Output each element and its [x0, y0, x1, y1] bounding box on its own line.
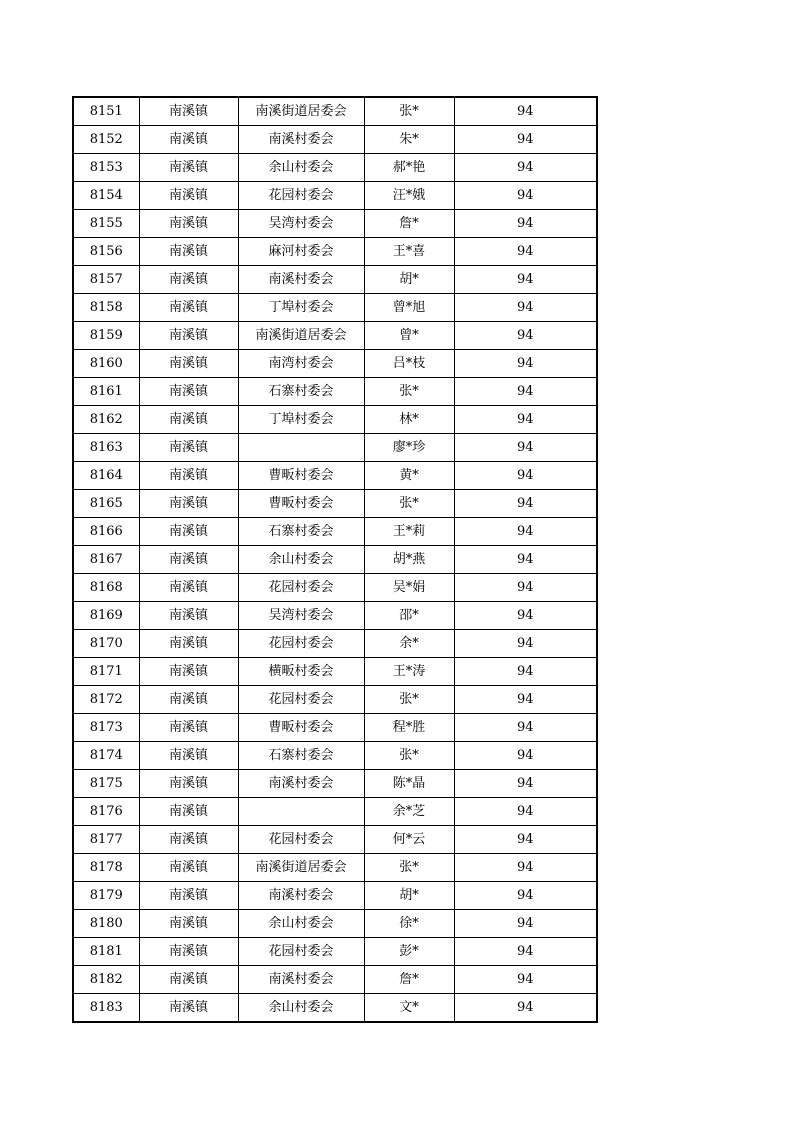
score-cell: 94 — [454, 770, 597, 798]
person-name-cell: 曾* — [364, 322, 454, 350]
serial-number-cell: 8175 — [73, 770, 139, 798]
serial-number-cell: 8182 — [73, 966, 139, 994]
score-cell: 94 — [454, 182, 597, 210]
score-cell: 94 — [454, 462, 597, 490]
village-committee-cell: 南溪街道居委会 — [238, 97, 364, 126]
person-name-cell: 吴*娟 — [364, 574, 454, 602]
score-cell: 94 — [454, 966, 597, 994]
serial-number-cell: 8152 — [73, 126, 139, 154]
score-cell: 94 — [454, 994, 597, 1023]
town-cell: 南溪镇 — [139, 882, 238, 910]
person-name-cell: 汪*娥 — [364, 182, 454, 210]
serial-number-cell: 8176 — [73, 798, 139, 826]
score-cell: 94 — [454, 882, 597, 910]
person-name-cell: 邵* — [364, 602, 454, 630]
village-committee-cell: 余山村委会 — [238, 546, 364, 574]
town-cell: 南溪镇 — [139, 490, 238, 518]
score-cell: 94 — [454, 322, 597, 350]
table-row — [73, 210, 597, 238]
town-cell: 南溪镇 — [139, 266, 238, 294]
village-committee-cell: 南溪村委会 — [238, 126, 364, 154]
serial-number-cell: 8170 — [73, 630, 139, 658]
score-cell: 94 — [454, 714, 597, 742]
person-name-cell: 胡*燕 — [364, 546, 454, 574]
score-cell: 94 — [454, 350, 597, 378]
town-cell: 南溪镇 — [139, 546, 238, 574]
table-row — [73, 462, 597, 490]
town-cell: 南溪镇 — [139, 518, 238, 546]
score-cell: 94 — [454, 154, 597, 182]
score-cell: 94 — [454, 378, 597, 406]
score-cell: 94 — [454, 210, 597, 238]
table-row — [73, 574, 597, 602]
village-committee-cell: 花园村委会 — [238, 686, 364, 714]
village-committee-cell: 南溪村委会 — [238, 770, 364, 798]
village-committee-cell: 花园村委会 — [238, 630, 364, 658]
score-cell: 94 — [454, 826, 597, 854]
village-committee-cell: 石寨村委会 — [238, 742, 364, 770]
person-name-cell: 彭* — [364, 938, 454, 966]
table-row — [73, 154, 597, 182]
person-name-cell: 王*喜 — [364, 238, 454, 266]
serial-number-cell: 8169 — [73, 602, 139, 630]
person-name-cell: 胡* — [364, 882, 454, 910]
score-cell: 94 — [454, 602, 597, 630]
score-cell: 94 — [454, 97, 597, 126]
person-name-cell: 张* — [364, 742, 454, 770]
score-cell: 94 — [454, 434, 597, 462]
village-committee-cell: 麻河村委会 — [238, 238, 364, 266]
town-cell: 南溪镇 — [139, 574, 238, 602]
table-row — [73, 826, 597, 854]
town-cell: 南溪镇 — [139, 350, 238, 378]
serial-number-cell: 8165 — [73, 490, 139, 518]
village-committee-cell: 南溪村委会 — [238, 266, 364, 294]
town-cell: 南溪镇 — [139, 686, 238, 714]
serial-number-cell: 8163 — [73, 434, 139, 462]
serial-number-cell: 8171 — [73, 658, 139, 686]
score-cell: 94 — [454, 406, 597, 434]
table-row — [73, 798, 597, 826]
table-row — [73, 910, 597, 938]
town-cell: 南溪镇 — [139, 714, 238, 742]
serial-number-cell: 8174 — [73, 742, 139, 770]
score-cell: 94 — [454, 266, 597, 294]
village-committee-cell: 曹畈村委会 — [238, 714, 364, 742]
table-row — [73, 658, 597, 686]
town-cell: 南溪镇 — [139, 434, 238, 462]
town-cell: 南溪镇 — [139, 630, 238, 658]
village-committee-cell — [238, 798, 364, 826]
town-cell: 南溪镇 — [139, 770, 238, 798]
serial-number-cell: 8179 — [73, 882, 139, 910]
person-name-cell: 王*涛 — [364, 658, 454, 686]
serial-number-cell: 8167 — [73, 546, 139, 574]
village-committee-cell: 曹畈村委会 — [238, 462, 364, 490]
village-committee-cell: 南溪街道居委会 — [238, 322, 364, 350]
score-cell: 94 — [454, 294, 597, 322]
town-cell: 南溪镇 — [139, 210, 238, 238]
table-row — [73, 714, 597, 742]
town-cell: 南溪镇 — [139, 97, 238, 126]
person-name-cell: 詹* — [364, 966, 454, 994]
table-row — [73, 854, 597, 882]
table-row — [73, 294, 597, 322]
town-cell: 南溪镇 — [139, 658, 238, 686]
town-cell: 南溪镇 — [139, 126, 238, 154]
town-cell: 南溪镇 — [139, 910, 238, 938]
town-cell: 南溪镇 — [139, 238, 238, 266]
person-name-cell: 文* — [364, 994, 454, 1023]
serial-number-cell: 8168 — [73, 574, 139, 602]
village-committee-cell: 南湾村委会 — [238, 350, 364, 378]
table-row — [73, 938, 597, 966]
village-committee-cell: 南溪街道居委会 — [238, 854, 364, 882]
table-row — [73, 966, 597, 994]
town-cell: 南溪镇 — [139, 938, 238, 966]
serial-number-cell: 8178 — [73, 854, 139, 882]
table-row — [73, 378, 597, 406]
town-cell: 南溪镇 — [139, 798, 238, 826]
serial-number-cell: 8183 — [73, 994, 139, 1023]
town-cell: 南溪镇 — [139, 294, 238, 322]
table-row — [73, 350, 597, 378]
village-committee-cell: 余山村委会 — [238, 154, 364, 182]
person-name-cell: 程*胜 — [364, 714, 454, 742]
serial-number-cell: 8162 — [73, 406, 139, 434]
score-cell: 94 — [454, 126, 597, 154]
table-row — [73, 434, 597, 462]
town-cell: 南溪镇 — [139, 826, 238, 854]
score-cell: 94 — [454, 686, 597, 714]
roster-table — [72, 96, 598, 1023]
table-row — [73, 406, 597, 434]
table-row — [73, 686, 597, 714]
person-name-cell: 曾*旭 — [364, 294, 454, 322]
serial-number-cell: 8164 — [73, 462, 139, 490]
village-committee-cell: 余山村委会 — [238, 994, 364, 1023]
serial-number-cell: 8181 — [73, 938, 139, 966]
village-committee-cell: 南溪村委会 — [238, 966, 364, 994]
serial-number-cell: 8180 — [73, 910, 139, 938]
table-row — [73, 97, 597, 126]
score-cell: 94 — [454, 490, 597, 518]
village-committee-cell: 石寨村委会 — [238, 518, 364, 546]
person-name-cell: 廖*珍 — [364, 434, 454, 462]
village-committee-cell: 花园村委会 — [238, 574, 364, 602]
table-row — [73, 322, 597, 350]
person-name-cell: 徐* — [364, 910, 454, 938]
table-row — [73, 630, 597, 658]
table-row — [73, 518, 597, 546]
table-row — [73, 994, 597, 1023]
roster-table-body — [73, 97, 597, 1022]
village-committee-cell: 横畈村委会 — [238, 658, 364, 686]
score-cell: 94 — [454, 546, 597, 574]
table-row — [73, 238, 597, 266]
score-cell: 94 — [454, 518, 597, 546]
person-name-cell: 朱* — [364, 126, 454, 154]
town-cell: 南溪镇 — [139, 462, 238, 490]
score-cell: 94 — [454, 798, 597, 826]
score-cell: 94 — [454, 630, 597, 658]
person-name-cell: 余*芝 — [364, 798, 454, 826]
town-cell: 南溪镇 — [139, 378, 238, 406]
score-cell: 94 — [454, 854, 597, 882]
person-name-cell: 王*莉 — [364, 518, 454, 546]
town-cell: 南溪镇 — [139, 742, 238, 770]
table-row — [73, 742, 597, 770]
village-committee-cell: 花园村委会 — [238, 938, 364, 966]
village-committee-cell: 余山村委会 — [238, 910, 364, 938]
table-row — [73, 602, 597, 630]
score-cell: 94 — [454, 910, 597, 938]
village-committee-cell — [238, 434, 364, 462]
table-row — [73, 770, 597, 798]
table-row — [73, 266, 597, 294]
village-committee-cell: 花园村委会 — [238, 826, 364, 854]
town-cell: 南溪镇 — [139, 154, 238, 182]
town-cell: 南溪镇 — [139, 602, 238, 630]
serial-number-cell: 8157 — [73, 266, 139, 294]
person-name-cell: 郝*艳 — [364, 154, 454, 182]
town-cell: 南溪镇 — [139, 182, 238, 210]
serial-number-cell: 8166 — [73, 518, 139, 546]
serial-number-cell: 8159 — [73, 322, 139, 350]
score-cell: 94 — [454, 238, 597, 266]
village-committee-cell: 曹畈村委会 — [238, 490, 364, 518]
village-committee-cell: 吴湾村委会 — [238, 602, 364, 630]
person-name-cell: 詹* — [364, 210, 454, 238]
score-cell: 94 — [454, 938, 597, 966]
village-committee-cell: 吴湾村委会 — [238, 210, 364, 238]
score-cell: 94 — [454, 658, 597, 686]
serial-number-cell: 8161 — [73, 378, 139, 406]
person-name-cell: 张* — [364, 854, 454, 882]
town-cell: 南溪镇 — [139, 406, 238, 434]
village-committee-cell: 南溪村委会 — [238, 882, 364, 910]
score-cell: 94 — [454, 574, 597, 602]
town-cell: 南溪镇 — [139, 322, 238, 350]
village-committee-cell: 丁埠村委会 — [238, 406, 364, 434]
village-committee-cell: 花园村委会 — [238, 182, 364, 210]
serial-number-cell: 8160 — [73, 350, 139, 378]
table-row — [73, 882, 597, 910]
serial-number-cell: 8173 — [73, 714, 139, 742]
town-cell: 南溪镇 — [139, 966, 238, 994]
person-name-cell: 张* — [364, 97, 454, 126]
table-row — [73, 546, 597, 574]
town-cell: 南溪镇 — [139, 994, 238, 1023]
person-name-cell: 吕*枝 — [364, 350, 454, 378]
table-row — [73, 182, 597, 210]
person-name-cell: 张* — [364, 490, 454, 518]
serial-number-cell: 8177 — [73, 826, 139, 854]
serial-number-cell: 8172 — [73, 686, 139, 714]
village-committee-cell: 石寨村委会 — [238, 378, 364, 406]
serial-number-cell: 8151 — [73, 97, 139, 126]
person-name-cell: 张* — [364, 686, 454, 714]
serial-number-cell: 8158 — [73, 294, 139, 322]
serial-number-cell: 8156 — [73, 238, 139, 266]
table-row — [73, 490, 597, 518]
score-cell: 94 — [454, 742, 597, 770]
person-name-cell: 张* — [364, 378, 454, 406]
person-name-cell: 胡* — [364, 266, 454, 294]
person-name-cell: 何*云 — [364, 826, 454, 854]
serial-number-cell: 8153 — [73, 154, 139, 182]
person-name-cell: 林* — [364, 406, 454, 434]
person-name-cell: 余* — [364, 630, 454, 658]
table-row — [73, 126, 597, 154]
serial-number-cell: 8154 — [73, 182, 139, 210]
village-committee-cell: 丁埠村委会 — [238, 294, 364, 322]
person-name-cell: 黄* — [364, 462, 454, 490]
serial-number-cell: 8155 — [73, 210, 139, 238]
town-cell: 南溪镇 — [139, 854, 238, 882]
person-name-cell: 陈*晶 — [364, 770, 454, 798]
